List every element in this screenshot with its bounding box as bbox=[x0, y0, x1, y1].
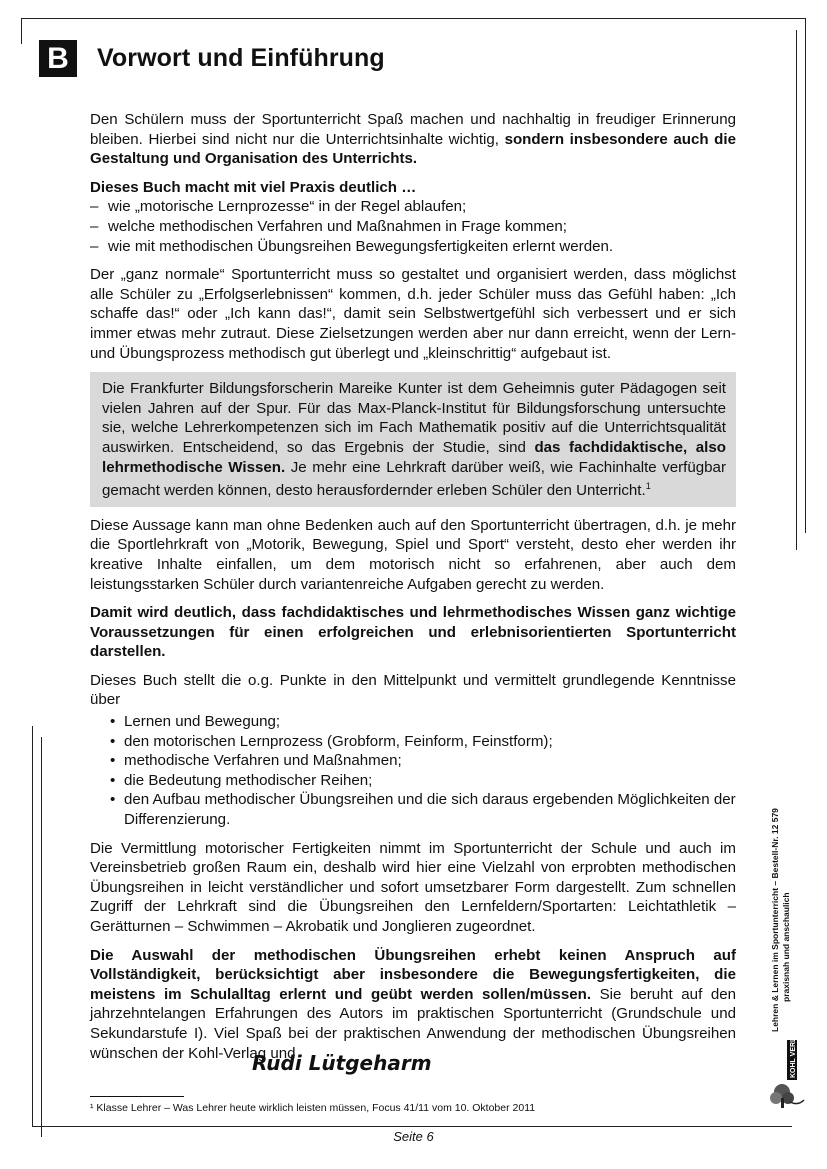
auswahl-bold-text: Die Auswahl der methodischen Übungsreihen erhebt keinen Anspruch auf Vollständigkeit, berücksichtigt aber insbesondere die Bewegungsfertigkeiten, die meistens im Schulalltag erlernt und geübt werden sollen/müssen. bbox=[90, 946, 736, 1003]
page-number: Seite 6 bbox=[393, 1129, 434, 1144]
frame-top-line bbox=[21, 18, 805, 19]
footnote: ¹ Klasse Lehrer – Was Lehrer heute wirklich leisten müssen, Focus 41/11 vom 10. Oktober 2011 bbox=[90, 1102, 536, 1114]
list-item: – wie mit methodischen Übungsreihen Bewegungsfertigkeiten erlernt werden. bbox=[90, 237, 736, 257]
side-line-2: praxisnah und anschaulich bbox=[781, 892, 791, 1002]
chapter-badge: B bbox=[39, 40, 77, 77]
buch-paragraph: Dieses Buch stellt die o.g. Punkte in den Mittelpunkt und vermittelt grundlegende Kenntnisse über bbox=[90, 671, 736, 709]
list-item: • Lernen und Bewegung; bbox=[90, 712, 736, 732]
quote-bold-text: das fachdidaktische, also lehrmethodische Wissen. bbox=[102, 438, 726, 476]
list-item: • den motorischen Lernprozess (Grobform, Feinform, Feinstform); bbox=[90, 732, 736, 752]
logo-text: KOHL VERLAG bbox=[790, 1040, 797, 1078]
frame-bottom-line bbox=[32, 1126, 792, 1127]
list-item: • den Aufbau methodischer Übungsreihen und die sich daraus ergebenden Möglichkeiten der Differenzierung. bbox=[90, 790, 736, 829]
praxis-heading: Dieses Buch macht mit viel Praxis deutlich … bbox=[90, 178, 417, 196]
side-line-1: Lehren & Lernen im Sportunterricht – Bestell-Nr. 12 579 bbox=[770, 808, 780, 1032]
quote-text-end: Je mehr eine Lehrkraft darüber weiß, wie Fachinhalte verfügbar gemacht werden können, desto herausfordernder erleben Schüler den Unterricht. bbox=[102, 458, 726, 500]
intro-bold-text: sondern insbesondere auch die Gestaltung und Organisation des Unterrichts. bbox=[90, 130, 736, 168]
footnote-divider bbox=[90, 1096, 184, 1097]
quote-text: Die Frankfurter Bildungsforscherin Mareike Kunter ist dem Geheimnis guter Pädagogen seit vielen Jahren auf der Spur. Für das Max-Planck-Institut für Bildungsforschung untersuchte sie, welche Lehrerkompetenzen sich im Fach Mathematik positiv auf die Unterrichtsqualität auswirken. Entscheidend, so das Ergebnis der Studie, sind bbox=[102, 380, 726, 456]
erfolg-paragraph: Der „ganz normale“ Sportunterricht muss so gestaltet und organisiert werden, dass möglichst alle Schüler zu „Erfolgserlebnissen“ kommen, d.h. jeder Schüler muss das Gefühl haben: „Ich schaffe das!“ oder „Ich kann das!“, damit sein Selbstwertgefühl sich verbessert und er sich immer etwas mehr zutraut. Diese Zielsetzungen werden aber nur dann erreicht, wenn der Lern- und Übungsprozess methodisch gut überlegt und „kleinschrittig“ aufgebaut ist. bbox=[90, 266, 736, 362]
intro-paragraph bbox=[90, 110, 736, 169]
praxis-list bbox=[90, 197, 736, 256]
author-signature: Rudi Lütgeharm bbox=[252, 1051, 432, 1075]
frame-bottom-left-inner-vertical bbox=[41, 737, 42, 1137]
conclusion-paragraph: Damit wird deutlich, dass fachdidaktisches und lehrmethodisches Wissen ganz wichtige Voraussetzungen für einen erfolgreichen und erlebnisorientierten Sportunterricht darstellen. bbox=[90, 604, 736, 661]
list-item: • methodische Verfahren und Maßnahmen; bbox=[90, 751, 736, 771]
topics-list bbox=[90, 712, 736, 830]
footnote-mark: 1 bbox=[645, 481, 651, 492]
list-item: – wie „motorische Lernprozesse“ in der Regel ablaufen; bbox=[90, 197, 736, 217]
tree-logo-icon bbox=[768, 1040, 808, 1110]
intro-text: Den Schülern muss der Sportunterricht Spaß machen und nachhaltig in freudiger Erinnerung bleiben. Hierbei sind nicht nur die Unterrichtsinhalte wichtig, bbox=[90, 111, 736, 148]
quote-box bbox=[90, 372, 736, 507]
page-title: Vorwort und Einführung bbox=[97, 44, 385, 72]
side-book-info bbox=[770, 732, 792, 1032]
frame-right-inner-vertical bbox=[796, 30, 797, 550]
frame-bottom-left-vertical bbox=[32, 726, 33, 1126]
auswahl-text: Sie beruht auf den jahrzehntelangen Erfahrungen des Autors im praktischen Sportunterricht (Grundschule und Sekundarstufe I). Viel Spaß bei der praktischen Anwendung der methodischen Übungsreihen wünschen der Kohl-Verlag und bbox=[90, 985, 737, 1062]
list-item: • die Bedeutung methodischer Reihen; bbox=[90, 771, 736, 791]
frame-right-vertical bbox=[805, 18, 806, 533]
auswahl-paragraph bbox=[90, 946, 736, 1064]
list-item: – welche methodischen Verfahren und Maßnahmen in Frage kommen; bbox=[90, 217, 736, 237]
publisher-logo bbox=[768, 1040, 808, 1110]
frame-top-left-vertical bbox=[21, 18, 22, 44]
vermittlung-paragraph: Die Vermittlung motorischer Fertigkeiten nimmt im Sportunterricht der Schule und auch im Vereinsbetrieb großen Raum ein, deshalb wird hier eine Vielzahl von erprobten methodischen Übungsreihen in leicht verständlicher und sofort umsetzbarer Form dargestellt. Zum schnellen Zugriff der Lehrkraft sind die Übungsreihen den Lernfeldern/Sportarten: Leichtathletik – Gerätturnen – Schwimmen – Akrobatik und Jonglieren zugeordnet. bbox=[90, 839, 736, 935]
aussage-paragraph: Diese Aussage kann man ohne Bedenken auch auf den Sportunterricht übertragen, d.h. je mehr die Sportlehrkraft von „Motorik, Bewegung, Spiel und Sport“ versteht, desto eher werden ihr kreative Inhalte einfallen, um dem motorisch nicht so erfahrenen, aber auch dem leistungsstarken Schüler durch variantenreiche Aufgaben gerecht zu werden. bbox=[90, 516, 736, 593]
main-content bbox=[90, 110, 736, 1072]
